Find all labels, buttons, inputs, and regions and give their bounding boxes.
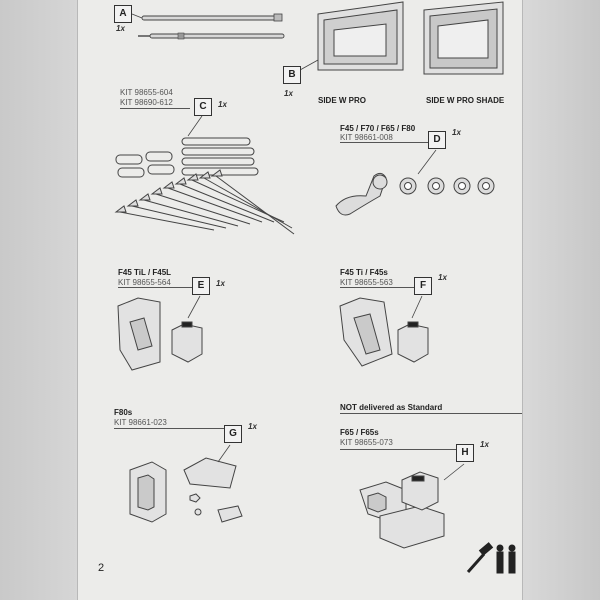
item-c-kit-2: KIT 98690-612: [120, 98, 173, 107]
item-h-not-standard: NOT delivered as Standard: [340, 403, 443, 412]
item-h-label: H: [456, 444, 474, 462]
item-g-qty: 1x: [248, 422, 257, 431]
item-f-label: F: [414, 277, 432, 295]
item-c-label: C: [194, 98, 212, 116]
item-e-label: E: [192, 277, 210, 295]
item-h-models: F65 / F65s: [340, 428, 379, 437]
item-a-qty: 1x: [116, 24, 125, 33]
right-background: [522, 0, 600, 600]
item-d-models: F45 / F70 / F65 / F80: [340, 124, 416, 133]
item-g-models: F80s: [114, 408, 133, 417]
left-background: [0, 0, 78, 600]
page-number: 2: [98, 562, 105, 574]
item-h-bracket-drawing: [78, 0, 522, 600]
item-c-qty: 1x: [218, 100, 227, 109]
item-b-qty: 1x: [284, 89, 293, 98]
item-d-qty: 1x: [452, 128, 461, 137]
item-c-kit-1: KIT 98655-604: [120, 88, 173, 97]
item-b-label: B: [283, 66, 301, 84]
item-b-side-shade-label: SIDE W PRO SHADE: [426, 96, 505, 105]
item-e-models: F45 TiL / F45L: [118, 268, 172, 277]
manual-page: [78, 0, 522, 600]
item-g-kit: KIT 98661-023: [114, 418, 167, 427]
item-b-side-label: SIDE W PRO: [318, 96, 367, 105]
item-d-kit: KIT 98661-008: [340, 133, 393, 142]
item-f-models: F45 Ti / F45s: [340, 268, 388, 277]
item-g-label: G: [224, 425, 242, 443]
item-h-qty: 1x: [480, 440, 489, 449]
item-f-kit: KIT 98655-563: [340, 278, 393, 287]
item-d-label: D: [428, 131, 446, 149]
item-e-qty: 1x: [216, 279, 225, 288]
item-a-label: A: [114, 5, 132, 23]
item-e-kit: KIT 98655-564: [118, 278, 171, 287]
hammer-and-two-people-icon: [464, 540, 520, 576]
item-f-qty: 1x: [438, 273, 447, 282]
item-h-kit: KIT 98655-073: [340, 438, 393, 447]
